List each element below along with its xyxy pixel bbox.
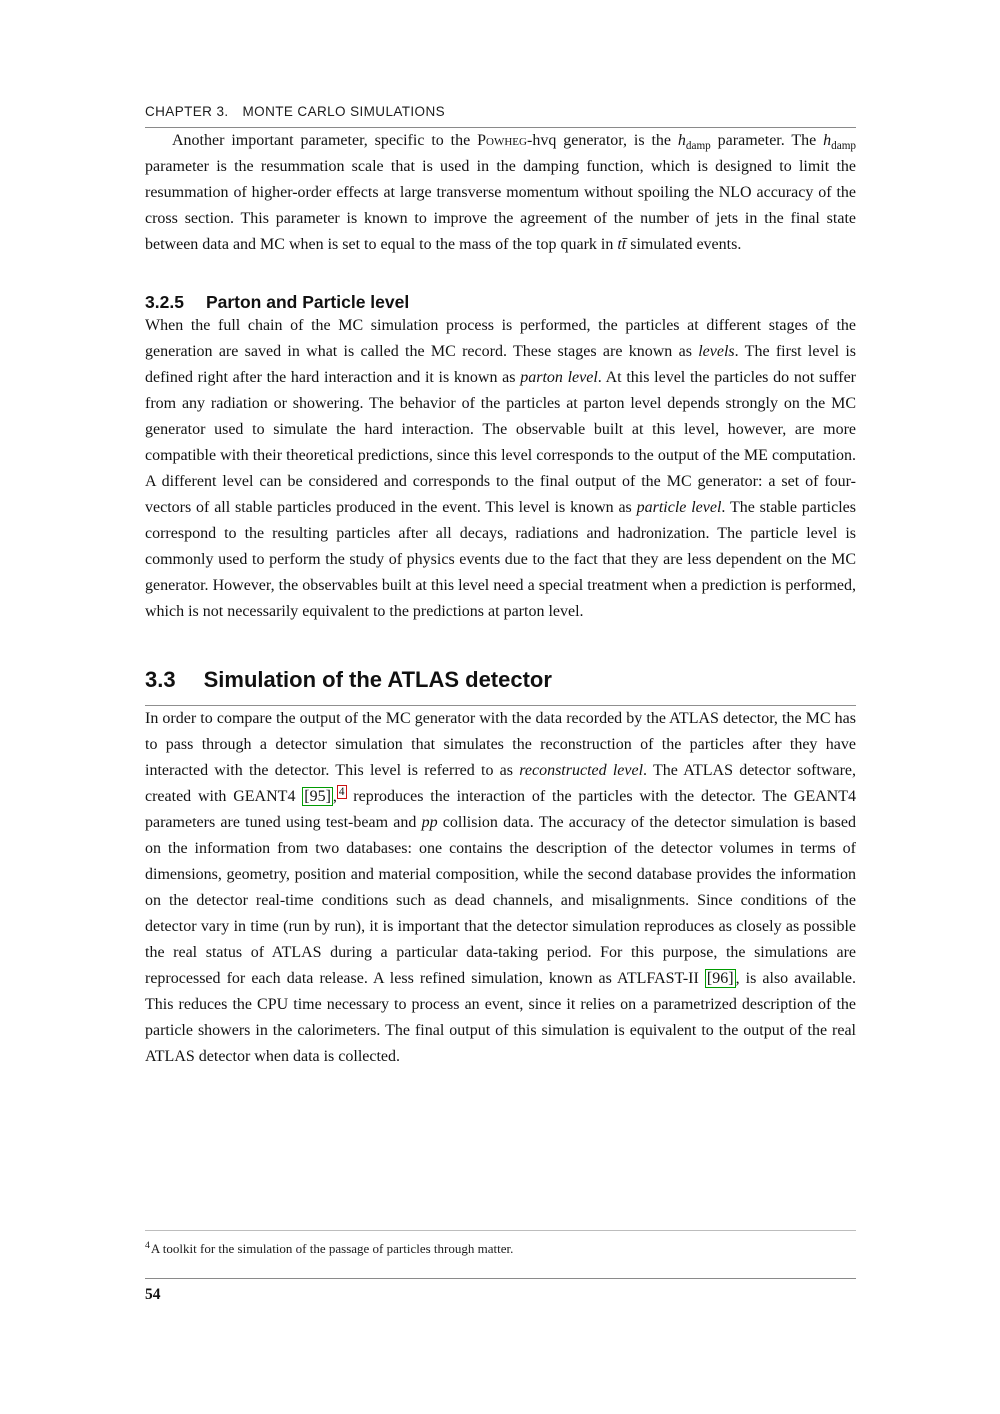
text-segment: simulated events. <box>626 236 742 253</box>
subsection-number: 3.2.5 <box>145 292 184 312</box>
text-segment: parton level <box>520 369 598 386</box>
text-column <box>145 104 856 1070</box>
chapter-label: CHAPTER 3. <box>145 104 229 119</box>
page-footer <box>145 1278 856 1304</box>
text-segment: pp <box>421 814 438 831</box>
citation-link[interactable]: [95] <box>304 788 331 805</box>
footnote <box>145 1230 856 1257</box>
text-segment: parameter is the resummation scale that is used in the damping function, which is designed to limit the resummation of higher-order effects at large transverse momentum without spoiling the NLO accuracy of the cross section. This parameter is known to improve the agreement of the number of jets in the final state between data and MC when is set to equal to the mass of the top quark in <box>145 158 856 253</box>
text-segment: parameter. The <box>710 132 824 149</box>
citation-link[interactable]: [96] <box>706 970 734 987</box>
text-segment: When the full chain of the MC simulation process is performed, the particles at different stages of the generation are saved in what is called the MC record. These stages are known as <box>145 317 856 360</box>
text-segment: damp <box>831 140 857 153</box>
footnote-marker: 4 <box>145 1239 150 1251</box>
section-heading-33 <box>145 667 856 706</box>
text-segment: , <box>332 788 337 805</box>
text-segment: . The ATLAS detector software, created with GEANT4 <box>145 762 857 805</box>
text-segment: h <box>823 132 832 149</box>
text-segment: reproduces the interaction of the particles with the detector. The GEANT4 parameters are tuned using test-beam and <box>145 788 856 831</box>
text-segment: damp <box>685 140 711 153</box>
running-header <box>145 104 856 128</box>
text-segment: In order to compare the output of the MC generator with the data recorded by the ATLAS detector, the MC has to pass through a detector simulation that simulates the reconstruction of the particles after they have interacted with the detector. This level is referred to as <box>145 710 856 779</box>
text-segment: -hvq generator, is the <box>526 132 678 149</box>
text-segment: Another important parameter, specific to the <box>172 132 478 149</box>
subsection-title: Parton and Particle level <box>205 292 410 312</box>
page-number: 54 <box>145 1286 161 1303</box>
text-segment: . At this level the particles do not suffer from any radiation or showering. The behavior of the particles at parton level depends strongly on the MC generator used to simulate the hard interaction. The observable built at this level, however, are more compatible with their theoretical predictions, since this level corresponds to the output of the ME computation. A different level can be considered and corresponds to the final output of the MC generator: a set of four-vectors of all stable particles produced in the event. This level is known as <box>145 369 856 516</box>
footnote-link[interactable]: 4 <box>338 785 345 798</box>
footnote-text: A toolkit for the simulation of the passage of particles through matter. <box>150 1241 514 1256</box>
text-segment: levels <box>698 343 735 360</box>
section-number: 3.3 <box>145 667 176 692</box>
text-segment: tt̄ <box>617 236 627 253</box>
paragraph-hdamp <box>145 128 856 258</box>
text-segment: Powheg <box>477 132 527 149</box>
text-segment: particle level <box>636 499 722 516</box>
text-segment: . The first level is defined right after the hard interaction and it is known as <box>145 343 857 386</box>
chapter-title: MONTE CARLO SIMULATIONS <box>242 104 446 119</box>
text-segment: , is also available. This reduces the CPU time necessary to process an event, since it relies on a parametrized description of the particle showers in the calorimeters. The final output of this simulation is equivalent to the output of the real ATLAS detector when data is collected. <box>145 970 857 1065</box>
text-segment: . The stable particles correspond to the resulting particles after all decays, radiations and hadronization. The particle level is commonly used to perform the study of physics events due to the fact that they are less dependent on the MC generator. However, the observables built at this level need a special treatment when a prediction is performed, which is not necessarily equivalent to the predictions at parton level. <box>145 499 856 620</box>
paragraph-atlas-simulation <box>145 706 856 1070</box>
subsection-heading-325 <box>145 292 856 313</box>
text-segment: h <box>677 132 686 149</box>
paragraph-parton-particle-level <box>145 313 856 625</box>
section-title: Simulation of the ATLAS detector <box>203 667 552 692</box>
text-segment: reconstructed level <box>519 762 644 779</box>
text-segment: collision data. The accuracy of the detector simulation is based on the information from two databases: one contains the description of the detector volumes in terms of dimensions, geometry, position and material composition, while the second database provides the information on the detector real-time conditions such as dead channels, and misalignments. Since conditions of the detector vary in time (run by run), it is important that the detector simulation reproduces as closely as possible the real status of ATLAS during a particular data-taking period. For this purpose, the simulations are reprocessed for each data release. A less refined simulation, known as ATLFAST-II <box>145 814 857 987</box>
